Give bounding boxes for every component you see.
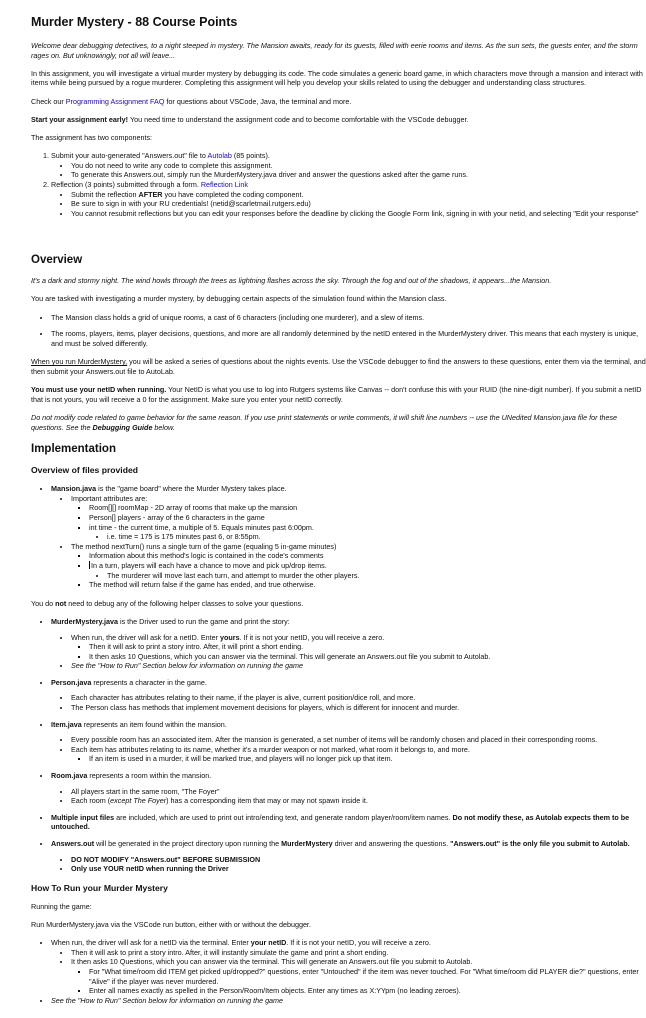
sub-bold: AFTER — [138, 189, 163, 199]
sub-text: . If it is not your netID, you will receive a zero. — [286, 938, 431, 948]
list-item — [51, 938, 646, 996]
overview-italic: It's a dark and stormy night. The wind howls through the trees as lightning flashes across the sky. Through the fog and out of the shadows, it appears...the Mansion. — [31, 276, 552, 286]
files-heading: Overview of files provided — [31, 465, 138, 476]
list-item: • Each character has attributes relating to their name, if the player is alive, current position/dice roll, and more. — [71, 693, 646, 703]
attrs-label: Important attributes are: — [71, 493, 148, 503]
next-turn-text: The method nextTurn() runs a single turn of the game (equaling 5 in-game minutes) — [71, 541, 337, 551]
overview-tasked: You are tasked with investigating a murder mystery, by debugging certain aspects of the simulation found within the Mansion class. — [31, 294, 447, 304]
list-item: ▪ For "What time/room did ITEM get picked up/dropped?" questions, enter "Untouched" if the item was never touched. For "What time/room did PLAYER die?" questions, enter "Alive" if the player was never murdered. — [89, 967, 646, 986]
list-item: • The Person class has methods that implement movement decisions for players, which is different for innocent and murder. — [71, 703, 646, 713]
list-item: • Every possible room has an associated item. After the mansion is generated, a set number of items will be randomly chosen and placed in their corresponding rooms. — [71, 735, 646, 745]
next-turn-list — [71, 551, 646, 589]
sub-text: Submit the reflection — [71, 189, 139, 199]
overview-bullets — [31, 313, 646, 349]
item-item — [51, 720, 646, 764]
helpers-post: need to debug any of the following helper classes to solve your questions. — [66, 598, 304, 608]
intro-paragraph: In this assignment, you will investigate a virtual murder mystery by debugging its code. The code simulates a generic board game, in which characters move through a mansion and interact with items while being pursued by a rogue murderer. Completing this assignment will help you develop your skills related to using the debugger and understanding class structures. — [31, 68, 643, 88]
murderer-list — [89, 571, 646, 581]
start-early-rest: You need time to understand the assignment code and to become comfortable with the VSCode debugger. — [128, 114, 469, 124]
list-item — [71, 957, 646, 995]
donot-post: below. — [152, 422, 175, 432]
item-marked-list — [71, 754, 646, 764]
file-name: Mansion.java — [51, 484, 97, 494]
item-sublist — [51, 735, 646, 764]
running-label: Running the game: — [31, 901, 92, 911]
file-name: Answers.out — [51, 839, 95, 848]
faq-paragraph — [31, 97, 646, 107]
list-item: • All players start in the same room, "The Foyer" — [71, 787, 646, 797]
answers-item — [51, 839, 646, 874]
attr-text: int time - the current time, a multiple of 5. Equals minutes past 6:00pm. — [89, 522, 314, 532]
list-item: • You do not need to write any code to complete this assignment. — [71, 161, 646, 171]
list-item: • See the "How to Run" Section below for information on running the game — [51, 996, 646, 1006]
donot-paragraph — [31, 413, 646, 432]
file-desc: represents an item found within the mansion. — [81, 719, 227, 729]
overview-heading: Overview — [31, 254, 83, 267]
sub-text: you have completed the coding component. — [162, 189, 304, 199]
list-item — [89, 561, 646, 580]
list-item — [71, 190, 646, 200]
sub-text: Each item has attributes relating to its name, whether it's a murder weapon or not marked, what room it belongs to, and more. — [71, 744, 470, 754]
list-item — [71, 796, 646, 806]
sub-text: It then asks 10 Questions, which you can answer via the terminal. This will generate an Answers.out file you submit to Autolab. — [71, 957, 473, 967]
mansion-sublist — [51, 494, 646, 590]
list-item — [71, 633, 646, 662]
component-1-points: (85 points). — [231, 151, 270, 161]
answers-sublist — [51, 855, 646, 874]
donot-italic: Do not modify code related to game behavior for the same reason. If you use print statements or write comments, it will shift line numbers -- use the UNedited Mansion.java file for these questions. See the — [31, 413, 618, 432]
sub-bold: yours — [220, 632, 240, 642]
sub-italic: except The Foyer — [110, 796, 167, 806]
file-name: MurderMystery.java — [51, 616, 118, 626]
file-desc: represents a character in the game. — [91, 677, 207, 687]
helpers-pre: You do — [31, 598, 56, 608]
text-cursor — [89, 561, 90, 569]
run-via: Run MurderMystery.java via the VSCode run button, either with or without the debugger. — [31, 919, 311, 929]
person-sublist — [51, 693, 646, 712]
list-item — [71, 494, 646, 542]
file-desc: is the "game board" where the Murder Mystery takes place. — [96, 484, 287, 494]
list-item: • The Mansion class holds a grid of unique rooms, a cast of 6 characters (including one murderer), and a slew of items. — [51, 313, 646, 323]
list-item: ▪ Room[][] roomMap - 2D array of rooms that make up the mansion — [89, 503, 646, 513]
files-list — [31, 617, 646, 874]
component-1-sublist — [51, 161, 646, 180]
component-2-text: Reflection (3 points) submitted through a form. — [51, 179, 201, 189]
start-early-paragraph — [31, 115, 646, 125]
list-item: • The rooms, players, items, player decisions, questions, and more are all randomly determined by the netID entered in the MurderMystery driver. This means that each mystery is unique, and must be solved differently. — [51, 329, 646, 348]
sub-bold: your netID — [250, 938, 287, 948]
list-item: • You cannot resubmit reflections but you can edit your responses before the deadline by clicking the Google Form link, signing in with your netid, and selecting "Edit your response" — [71, 209, 646, 219]
page-title: Murder Mystery - 88 Course Points — [31, 15, 238, 29]
list-item: • DO NOT MODIFY "Answers.out" BEFORE SUBMISSION — [71, 855, 646, 865]
sub-text: Each room ( — [71, 796, 111, 806]
list-item: • To generate this Answers.out, simply run the MurderMystery.java driver and answer the questions asked after the game runs. — [71, 170, 646, 180]
inputs-item — [51, 813, 646, 832]
person-item — [51, 678, 646, 713]
when-run-rest: you will be asked a series of questions about the nights events. Use the VSCode debugger to find the answers to these questions, enter them via the terminal, and then submit your Answers.out file to AutoLab. — [31, 357, 646, 377]
start-early-bold: Start your assignment early! — [31, 114, 129, 124]
file-name: Person.java — [51, 677, 92, 687]
list-item: • See the "How to Run" Section below for information on running the game — [71, 661, 646, 671]
howto-heading: How To Run your Murder Mystery — [31, 882, 168, 893]
answers-warning: "Answers.out" is the only file you submit to Autolab. — [450, 839, 630, 848]
list-item: ▪ Information about this method's logic is contained in the code's comments — [89, 551, 646, 561]
list-item — [71, 745, 646, 764]
component-1 — [51, 151, 646, 180]
netid-paragraph — [31, 385, 646, 404]
when-run-paragraph — [31, 357, 646, 376]
when-run-underline: When you run MurderMystery, — [31, 357, 128, 367]
reflection-link[interactable]: Reflection Link — [200, 179, 248, 189]
intro-italic: Welcome dear debugging detectives, to a night steeped in mystery. The Mansion awaits, ready for its guests, filled with eerie rooms and items. As the sun sets, the guests enter, and the storm rages on. But unknowingly, not all will leave... — [31, 41, 638, 60]
mansion-item — [51, 484, 646, 590]
file-desc: is the Driver used to run the game and print the story: — [117, 616, 290, 626]
faq-post: for questions about VSCode, Java, the terminal and more. — [164, 96, 352, 106]
helpers-bold: not — [55, 598, 67, 608]
murdermystery-item — [51, 617, 646, 671]
list-item: • Only use YOUR netID when running the Driver — [71, 864, 646, 874]
list-item: • Be sure to sign in with your RU credentials! (netid@scarletmail.rutgers.edu) — [71, 199, 646, 209]
list-item: ▪ It then asks 10 Questions, which you can answer via the terminal. This will generate an Answers.out file you submit to Autolab. — [89, 652, 646, 662]
attrs-list — [71, 503, 646, 541]
faq-link[interactable]: Programming Assignment FAQ — [65, 96, 165, 106]
driver-name: MurderMystery — [281, 839, 333, 848]
component-1-text: Submit your auto-generated "Answers.out" file to — [51, 151, 208, 161]
sub-text: When run, the driver will ask for a netID via the terminal. Enter — [51, 938, 251, 948]
netid-bold: You must use your netID when running. — [31, 385, 167, 395]
components-intro: The assignment has two components: — [31, 132, 153, 142]
faq-pre: Check our — [31, 96, 66, 106]
answer-rules — [71, 967, 646, 996]
file-desc: driver and answering the questions. — [332, 839, 451, 848]
list-item: • i.e. time = 175 is 175 minutes past 6, or 8:55pm. — [107, 532, 646, 542]
sub-text: ) has a corresponding item that may or may not spawn inside it. — [166, 796, 368, 806]
file-desc: represents a room within the mansion. — [87, 771, 212, 781]
implementation-heading: Implementation — [31, 443, 116, 456]
room-sublist — [51, 787, 646, 806]
sub-text: When run, the driver will ask for a netID. Enter — [71, 632, 221, 642]
time-example-list — [89, 532, 646, 542]
room-item — [51, 771, 646, 806]
mansion-list — [31, 484, 646, 590]
howto-list — [31, 938, 646, 1005]
component-2 — [51, 180, 646, 218]
file-desc: will be generated in the project directory upon running the — [94, 839, 282, 848]
list-item: ▪ Person[] players - array of the 6 characters in the game — [89, 513, 646, 523]
list-item: • The murderer will move last each turn, and attempt to murder the other players. — [107, 571, 646, 581]
component-2-sublist — [51, 190, 646, 219]
sub-text: . If it is not your netID, you will receive a zero. — [239, 632, 385, 642]
murdermystery-sublist — [51, 633, 646, 671]
inputs-warning: Do not modify these, as Autolab expects them to be untouched. — [51, 812, 630, 832]
turn-text: In a turn, players will each have a chance to move and pick up/drop items. — [91, 560, 327, 570]
helpers-paragraph — [31, 599, 646, 609]
file-name: Room.java — [51, 771, 88, 781]
file-desc: are included, which are used to print out intro/ending text, and generate random player/room/item names. — [114, 812, 453, 822]
file-name: Multiple input files — [51, 812, 115, 822]
driver-steps — [71, 642, 646, 661]
howto-sublist — [51, 948, 646, 996]
list-item: ▪ If an item is used in a murder, it will be marked true, and players will no longer pick up that item. — [89, 754, 646, 764]
netid-rest: Your NetID is what you use to log into Rutgers systems like Canvas -- don't confuse this with your RUID (the nine-digit number). If you submit a netID that is not yours, you will receive a 0 for the assignment. Make sure you enter your netID correctly. — [31, 385, 642, 404]
components-list — [31, 151, 646, 218]
debugging-guide-ref: Debugging Guide — [92, 422, 153, 432]
list-item — [89, 523, 646, 542]
list-item: ▪ The method will return false if the game has ended, and true otherwise. — [89, 580, 646, 590]
autolab-link[interactable]: Autolab — [207, 151, 232, 161]
list-item: ▪ Then it will ask to print a story intro. After, it will print a short ending. — [89, 642, 646, 652]
list-item: ▪ Enter all names exactly as spelled in the Person/Room/Item objects. Enter any times as X:YYpm (no leading zeroes). — [89, 986, 646, 996]
list-item — [71, 542, 646, 590]
list-item: • Then it will ask to print a story intro. After, it will instantly simulate the game and print a short ending. — [71, 948, 646, 958]
file-name: Item.java — [51, 719, 82, 729]
